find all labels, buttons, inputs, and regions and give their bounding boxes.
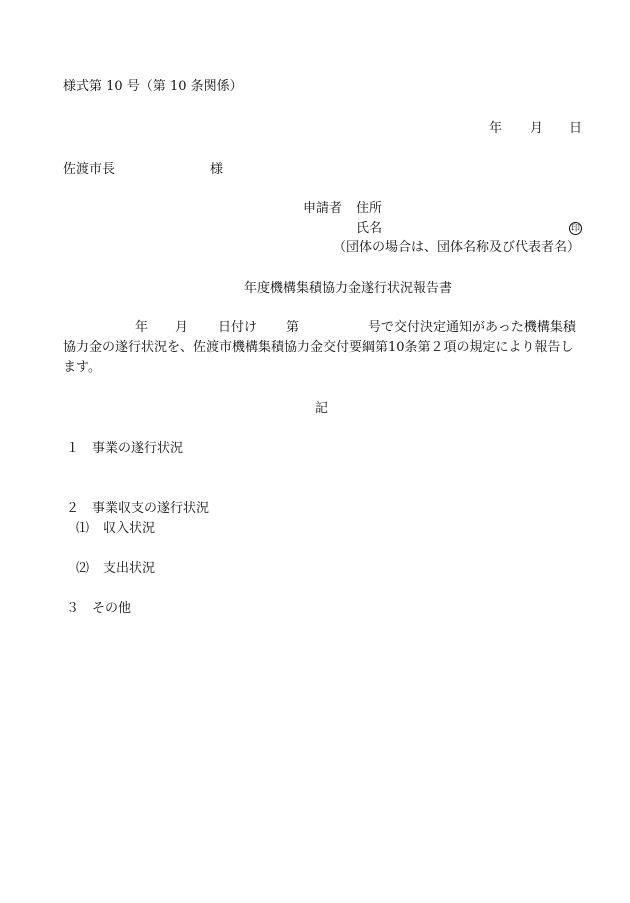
body-line3: ます。 [63, 360, 101, 375]
addressee-honorific: 様 [210, 162, 224, 177]
body-dated-label: 日付け [218, 320, 258, 335]
item-2-number: ２ [66, 501, 80, 516]
document-title: 年度機構集積協力金遂行状況報告書 [244, 281, 453, 296]
sub-item-1-label: 収入状況 [103, 521, 156, 536]
ki-heading: 記 [315, 401, 329, 416]
sub-item-2-label: 支出状況 [103, 561, 156, 576]
item-1-label: 事業の遂行状況 [92, 441, 184, 456]
date-day-label: 日 [569, 121, 583, 136]
addressee-name: 佐渡市長 [63, 162, 116, 177]
name-label: 氏名 [356, 221, 383, 236]
date-month-label: 月 [530, 121, 544, 136]
body-line2: 協力金の遂行状況を、佐渡市機構集積協力金交付要綱第10条第２項の規定により報告し [63, 340, 574, 355]
sub-item-2-number: ⑵ [76, 561, 90, 576]
body-year-label: 年 [135, 320, 149, 335]
sub-item-1-number: ⑴ [76, 521, 90, 536]
form-number: 様式第 10 号（第 10 条関係） [63, 79, 243, 94]
item-3-number: ３ [66, 601, 80, 616]
body-line1-rest: 号で交付決定通知があった機構集積 [368, 320, 576, 335]
body-number-prefix: 第 [286, 320, 300, 335]
applicant-label: 申請者 [303, 201, 343, 216]
body-month-label: 月 [175, 320, 189, 335]
applicant-note: （団体の場合は、団体名称及び代表者名） [333, 240, 581, 255]
item-1-number: １ [66, 441, 80, 456]
item-3-label: その他 [92, 601, 132, 616]
date-year-label: 年 [489, 121, 503, 136]
address-label: 住所 [356, 201, 383, 216]
seal-mark: 印 [570, 224, 580, 234]
item-2-label: 事業収支の遂行状況 [92, 501, 210, 516]
